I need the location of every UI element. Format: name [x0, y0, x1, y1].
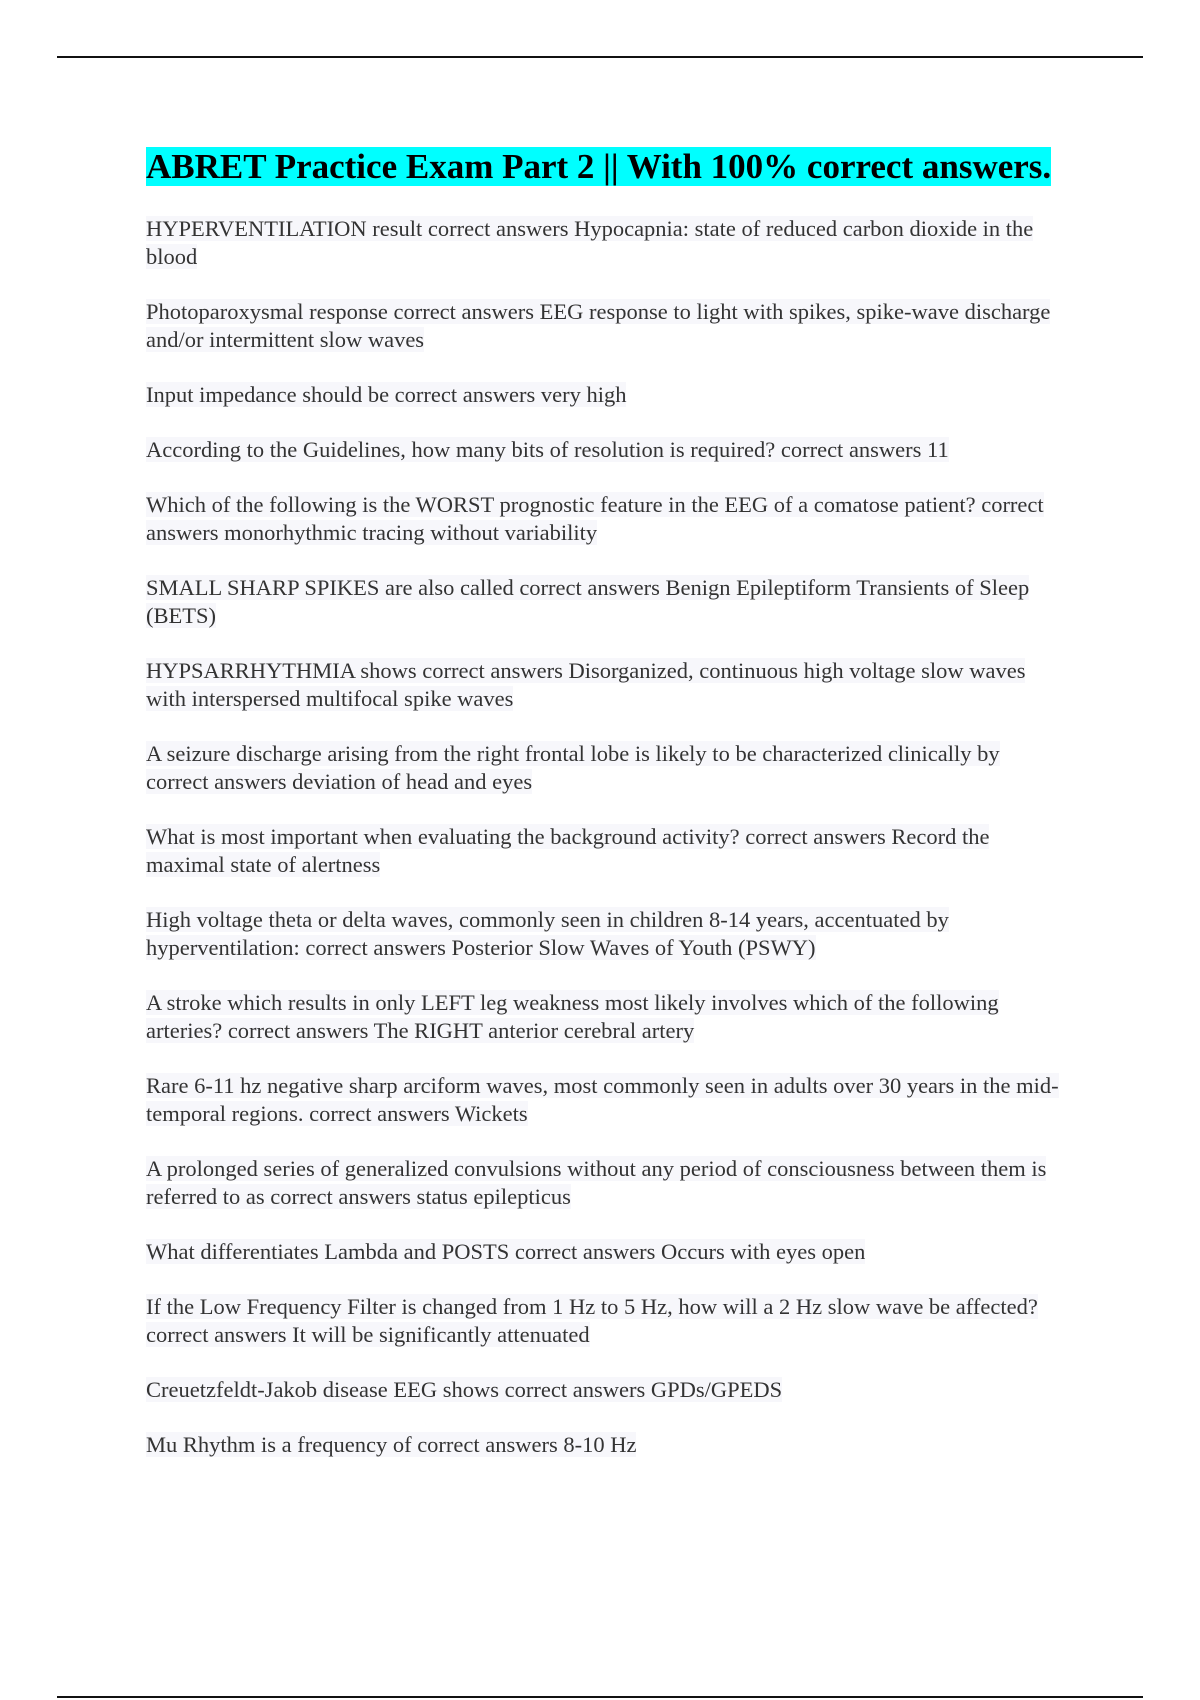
qa-item [146, 1238, 1066, 1266]
header-rule [57, 56, 1143, 58]
document-body [146, 145, 1066, 1486]
qa-item [146, 381, 1066, 409]
qa-item-text: HYPERVENTILATION result correct answers Hypocapnia: state of reduced carbon dioxide in the blood [146, 216, 1034, 269]
qa-item [146, 906, 1066, 962]
qa-item-text: SMALL SHARP SPIKES are also called correct answers Benign Epileptiform Transients of Sleep (BETS) [146, 575, 1030, 628]
qa-item-text: A stroke which results in only LEFT leg weakness most likely involves which of the following arteries? correct answers The RIGHT anterior cerebral artery [146, 990, 999, 1043]
qa-item [146, 1072, 1066, 1128]
document-title [146, 145, 1066, 188]
qa-item-text: HYPSARRHYTHMIA shows correct answers Disorganized, continuous high voltage slow waves with interspersed multifocal spike waves [146, 658, 1026, 711]
document-title-text: ABRET Practice Exam Part 2 || With 100% correct answers. [146, 147, 1052, 186]
qa-item-text: What differentiates Lambda and POSTS correct answers Occurs with eyes open [146, 1239, 866, 1264]
qa-item-text: A prolonged series of generalized convulsions without any period of consciousness between them is referred to as correct answers status epilepticus [146, 1156, 1047, 1209]
qa-item-text: Which of the following is the WORST prognostic feature in the EEG of a comatose patient? correct answers monorhythmic tracing without variability [146, 492, 1044, 545]
qa-item [146, 989, 1066, 1045]
qa-item [146, 436, 1066, 464]
qa-item [146, 298, 1066, 354]
qa-item-text: Rare 6-11 hz negative sharp arciform waves, most commonly seen in adults over 30 years in the mid-temporal regions. correct answers Wickets [146, 1073, 1059, 1126]
qa-item [146, 1293, 1066, 1349]
qa-item-text: What is most important when evaluating the background activity? correct answers Record the maximal state of alertness [146, 824, 990, 877]
footer-rule [57, 1696, 1143, 1698]
qa-item [146, 491, 1066, 547]
qa-item [146, 1431, 1066, 1459]
qa-item [146, 1155, 1066, 1211]
qa-item-text: Creuetzfeldt-Jakob disease EEG shows correct answers GPDs/GPEDS [146, 1377, 783, 1402]
qa-item-text: Photoparoxysmal response correct answers EEG response to light with spikes, spike-wave discharge and/or intermittent slow waves [146, 299, 1051, 352]
qa-item-text: If the Low Frequency Filter is changed from 1 Hz to 5 Hz, how will a 2 Hz slow wave be affected? correct answers It will be significantly attenuated [146, 1294, 1038, 1347]
qa-item [146, 740, 1066, 796]
qa-item-text: A seizure discharge arising from the right frontal lobe is likely to be characterized clinically by correct answers deviation of head and eyes [146, 741, 1000, 794]
qa-item [146, 657, 1066, 713]
qa-list [146, 215, 1066, 1459]
qa-item-text: Mu Rhythm is a frequency of correct answers 8-10 Hz [146, 1432, 637, 1457]
qa-item [146, 823, 1066, 879]
qa-item [146, 215, 1066, 271]
qa-item [146, 574, 1066, 630]
qa-item-text: High voltage theta or delta waves, commonly seen in children 8-14 years, accentuated by hyperventilation: correct answers Posterior Slow Waves of Youth (PSWY) [146, 907, 949, 960]
qa-item-text: According to the Guidelines, how many bits of resolution is required? correct answers 11 [146, 437, 949, 462]
qa-item [146, 1376, 1066, 1404]
qa-item-text: Input impedance should be correct answers very high [146, 382, 627, 407]
